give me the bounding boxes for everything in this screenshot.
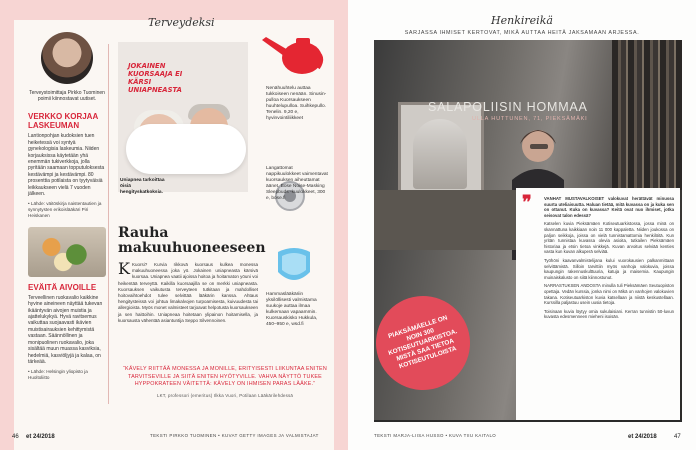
paragraph-4: NARRASTUKSEN ANDOSTA minulla tuli Pieksämäen Seutuopiston opettaja. Vedän kurssia, jonka nimi on Mikä on vanhojen valokuvien takana. Kotiseutuarkiston kuvia katsellaan ja niistä keskustellaan. Kurssilla paljastuu usein uusia tietoja. <box>544 283 674 306</box>
page-number-right: 47 <box>674 434 681 440</box>
photo-bottom-edge <box>374 420 682 422</box>
neti-pot-image <box>258 28 328 80</box>
credits-left: TEKSTI PIRKKO TUOMINEN • KUVAT GETTY IMAGES JA VALMISTAJAT <box>150 433 319 438</box>
quote-mark-icon: ❞ <box>522 192 532 213</box>
pull-quote-text: “KÄVELY RIITTÄÄ MONESSA JA MONILLE, ERITYISESTI LIIKUNTAA ENITEN TARVITSEVILLE JA SIITÄ ENITEN HYÖTYVILLE. VAHVA NÄYTTÖ TUKEE HYPPOKRATEEN VÄITETTÄ: KÄVELY ON IHMISEN PARAS LÄÄKE.” <box>123 366 327 388</box>
framed-portrait <box>413 119 467 189</box>
magazine-issue-right: et 24/2018 <box>628 434 657 440</box>
bookshelf <box>612 40 682 190</box>
editor-caption: Terveystoimittaja Pirkko Tuominen poimii kiinnostavat uutiset. <box>29 90 105 103</box>
item2-note: • Lähde: Helsingin yliopisto ja Huoltoliitto <box>28 369 88 381</box>
editor-avatar <box>41 32 93 84</box>
paragraph-2: Katselen kuvia Pieksämäen Kotiseutuarkistossa, jossa minä on skannattuna kaikkiaan noin 11 000 kappaletta. Niiden joukossa on paljon seikkoja, joissa on vielä tunnistamattomia henkilöitä. Kun yritän tunnistaa kuvassa olevia asioita, tutkailen Pieksämäen historiaa ja etsin tietoa vinkkejä. Kuvan arvoitus selviää kenties vasta kun kuvan alkuperä selviää. <box>544 221 674 255</box>
page-number-left: 46 <box>12 434 19 440</box>
item1-text: Lantionpohjan kudoksien tuen heiketessä voi syntyä gynekologisia laskeumia. Niiden korjauksissa käytetään yhä enemmän tukiverkkoja, jolla pyritään saamaan topputuloksesta kestävämpi ja kestävämpi. 80 prosenttia potilaista on tyytyväisiä leikkaukseen vielä 7 vuoden jälkeen. <box>28 133 105 198</box>
credits-right: TEKSTI MARJA-LIISA HUSSO • KUVA TIIU KAITALO <box>374 433 497 438</box>
section-subtitle: SARJASSA IHMISET KERTOVAT, MIKÄ AUTTAA HEITÄ JAKSAMAAN ARJESSA. <box>404 30 640 36</box>
product2-caption: Langattomat nappikuulokkeet vaimentavat kuorsauksen aiheuttamat äänet. Bose Noise-Masking Sleepbuds -kuulokkeet, 300 e, bose.fi <box>266 166 328 201</box>
article-body-text: Kuorsi? Kurvia rikkovä kuorsaus kulkea monessa makuuhuoneessa joka yö. Jokainen uniapneasta kärsivä kuorsaa. Uniapnea vaatii ajoissa hoitoa ja hoitamaton yöuni voi heikentää terveyttä. Kaikilla kuorsaajilla se on merkki uniapneasta. Kuorsauksen vaikutusta terveyteen tutkitaan ja mahdolliset hoitovaihtoehdot tulee selvittää lääkärin kanssa. Ahtaus hengitysteissä voi johtua limakalvojen turpoamisesta, kuivuudesta tai allergioista. Myös monet valmisteet tarjoavat helpotusta kuorsaukseen ja sen haittoihin. Uniapneaa hoitetaan ylipainon hoitamisella, ja kuorsausta vähentää asiantuntija Seppo Silvennoinen. <box>118 262 258 323</box>
section-title-right: Henkireikä <box>491 14 553 27</box>
info-badge: PIAKSÄMÄELLE ON NOIN 300 KOTISEUTUARKISTOA. MISTÄ SAA TIETOA KOTISEUTULOISTA <box>364 284 482 402</box>
magazine-issue-left: et 24/2018 <box>26 434 55 440</box>
photo-quote: JOKAINEN KUORSAAJA EI KÄRSI UNIAPNEASTA <box>128 62 183 94</box>
news-column <box>28 32 106 381</box>
photo-title: SALAPOLIISIN HOMMAA <box>428 100 588 114</box>
article-body <box>118 259 258 324</box>
column-divider <box>108 44 109 404</box>
item1-note-text: Lähde: väitöskirja naistentautien ja synnytysten erikoislääkäri Piri Heiskanen <box>28 201 102 219</box>
person-name: ULLA HUTTUNEN, 71, PIEKSÄMÄKI <box>472 116 588 122</box>
product3-caption: Hammaslääkäriin yksilöllisesti valmistama suukoje auttaa ilmaa kulkemaan vapaammin. Kuorsauskisko Hukkula, 450–950 e, wsd.fi <box>266 292 318 327</box>
section-title: Terveydeksi <box>148 16 215 29</box>
product1-caption: Nenähuuhtelu auttaa tukkoiseen nenään. Sinusin-pulloa Kuorsaukseen huuhtelupulloa. Suihkepullo. Tenelin. 9,20 e, hyvinvointiliikkeet <box>266 86 327 121</box>
item2-note-text: Lähde: Helsingin yliopisto ja Huoltoliitto <box>28 369 88 381</box>
paragraph-5: Toisinaan kuvia löytyy omia sukulaisiani. Kerran tunnistin 50-luvun kuvasta edesmenneen mieheni isoisän. <box>544 308 674 320</box>
item1-note: • Lähde: väitöskirja naistentautien ja synnytysten erikoislääkäri Piri Heiskanen <box>28 201 102 219</box>
pull-quote-source: LKT, professori (emeritus) Ilkka Vuori, Potilaan Lääkärilehdessä <box>156 392 294 398</box>
paragraph-3: Työhöni kaavanvalmistelijana kului vuorokausien palkanmittaan selvittämistä. Silloin tarvittiin myös vanhoja valokuvia, joissa kaupungin rakennuskulttuuria, katuja ja maisemia. Kaupungin muinaiskalusto on siitä kiinnostunut. <box>544 257 674 280</box>
drop-cap: K <box>118 259 130 278</box>
item1-heading: VERKKO KORJAA LASKEUMAN <box>28 111 98 130</box>
article-headline: Rauha makuuhuoneeseen <box>118 225 266 256</box>
item2-text: Terveellinen ruokavalio kaikkine hyvine aineineen näyttää tukevan ikääntyvän aivojen muistia ja ajattelukykyä. Hyvä ravitsemus vaikuttaa suojaavasti ikävien muistisairauksien kehittymistä vastaan. Säännöllinen ja monipuolinen ruokavalio, joka sisältää muun muassa kasviksia, hedelmiä, kasviöljyjä ja kalaa, on tärkeää. <box>28 294 103 365</box>
pillow <box>126 124 246 174</box>
food-photo <box>28 227 106 277</box>
page-right-margin-band <box>334 20 348 450</box>
right-page <box>348 0 696 450</box>
sleeping-couple-photo <box>118 42 248 192</box>
pull-quote <box>118 366 332 399</box>
mouthguard-image <box>272 242 316 290</box>
article-text-right <box>544 196 674 323</box>
paragraph-1: VANHAT MUSTAVALKOISET valokuvat herättävät minussa suurta uteliaisuutta. Haluan tietää, mitä kuvassa on ja kuka sen on ottanut. Kuka on kuvassa? Keitä ovat nuo ihmiset, jotka seisovat talon edessä? <box>544 196 674 218</box>
photo-caption: Uniapnea tarkoittaa öisiä hengityskatkoksia. <box>120 178 165 195</box>
item2-heading: EVÄITÄ AIVOILLE <box>28 282 97 292</box>
page-left-margin-band <box>0 20 14 450</box>
